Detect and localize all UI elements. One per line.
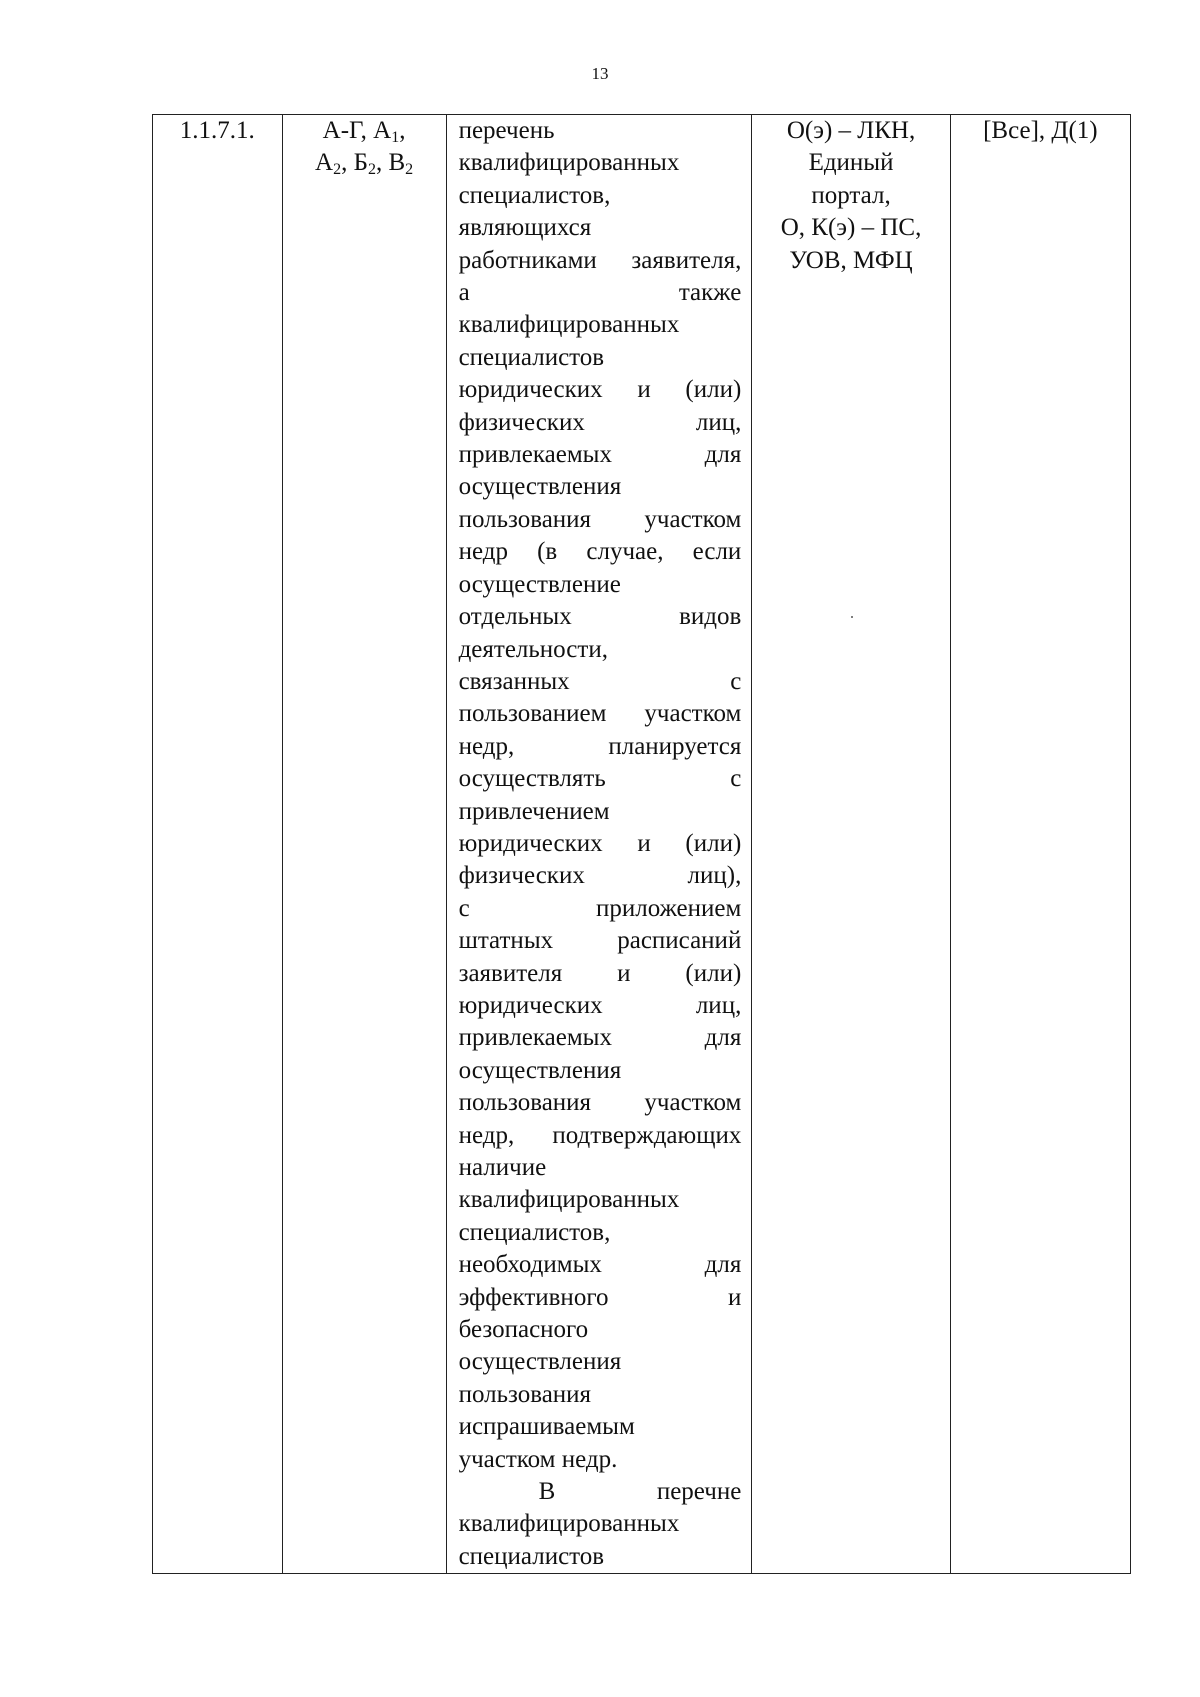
description-line: деятельности,	[458, 635, 608, 663]
description-line: специалистов	[458, 1542, 605, 1570]
description-line: эффективного и	[458, 1283, 742, 1311]
submission-method-text	[752, 115, 949, 277]
description-line: физических лиц,	[458, 408, 742, 436]
page-number: 13	[591, 64, 609, 83]
description-line: необходимых для	[458, 1251, 742, 1279]
description-line: привлечением	[458, 797, 610, 825]
description-line: недр, подтверждающих	[458, 1121, 742, 1149]
subscript: 1	[391, 129, 400, 146]
description-line: недр (в случае, если	[458, 538, 742, 566]
categories-text: А-Г, А	[322, 117, 392, 144]
submission-line: О(э) – ЛКН,	[786, 117, 916, 144]
description-line: квалифицированных	[458, 311, 680, 339]
description-line: пользования участком	[458, 505, 742, 533]
description-line: квалифицированных	[458, 149, 680, 177]
subscript: 2	[367, 161, 376, 179]
description-line: являющихся	[458, 214, 592, 242]
description-line: отдельных видов	[458, 603, 742, 631]
description-line: юридических лиц,	[458, 991, 742, 1019]
applicability-cell	[950, 115, 1130, 1574]
description-line: специалистов,	[458, 181, 611, 209]
description-line: привлекаемых для	[458, 1024, 742, 1052]
categories-line-2	[283, 147, 446, 179]
table-row	[153, 115, 1131, 1574]
subscript: 2	[405, 161, 414, 179]
description-line: связанных с	[458, 667, 742, 695]
submission-line: Единый	[808, 149, 894, 177]
description-line: недр, планируется	[458, 732, 742, 760]
description-line: пользованием участком	[458, 700, 742, 728]
description-line: безопасного	[458, 1316, 589, 1344]
row-number-cell	[153, 115, 283, 1574]
description-line: а также	[458, 279, 742, 307]
description-text	[447, 115, 752, 1573]
categories-cell	[282, 115, 446, 1574]
description-line: осуществление	[458, 570, 621, 598]
description-line: наличие	[458, 1154, 547, 1181]
description-line: юридических и (или)	[458, 829, 742, 857]
description-line: физических лиц),	[458, 862, 742, 890]
description-line: привлекаемых для	[458, 441, 742, 469]
description-cell	[446, 115, 752, 1574]
submission-method-cell	[752, 115, 950, 1574]
description-line: квалифицированных	[458, 1186, 680, 1214]
submission-line: О, К(э) – ПС,	[780, 214, 922, 242]
description-line: специалистов,	[458, 1218, 611, 1246]
submission-line: УОВ, МФЦ	[789, 246, 913, 274]
categories-text: А	[315, 149, 334, 177]
description-line: квалифицированных	[458, 1510, 680, 1538]
description-line: осуществления	[458, 1348, 622, 1376]
categories-line-1: А-Г, $А_1$,	[322, 117, 406, 146]
description-line: пользования участком	[458, 1089, 742, 1117]
description-line: работниками заявителя,	[458, 246, 742, 274]
scan-speck	[851, 616, 853, 618]
categories-text: , В	[375, 149, 406, 177]
description-line: заявителя и (или)	[458, 959, 742, 987]
description-line: участком недр.	[458, 1445, 618, 1473]
description-line: пользования	[458, 1380, 592, 1408]
description-line: осуществления	[458, 1056, 622, 1084]
submission-line: портал,	[811, 181, 891, 209]
description-line: перечень	[458, 117, 555, 144]
description-line: штатных расписаний	[458, 927, 742, 955]
requirements-table	[152, 114, 1131, 1574]
categories-text: , Б	[341, 149, 368, 177]
applicability-note: [Все], Д(1)	[983, 117, 1098, 144]
description-line: юридических и (или)	[458, 376, 742, 404]
row-number: 1.1.7.1.	[179, 117, 255, 144]
description-line: испрашиваемым	[458, 1413, 635, 1441]
description-line: осуществления	[458, 473, 622, 501]
subscript: 2	[333, 161, 342, 179]
description-line: В перечне	[538, 1478, 742, 1506]
description-line: осуществлять с	[458, 765, 742, 793]
description-line: специалистов	[458, 343, 605, 371]
description-line: с приложением	[458, 894, 742, 922]
